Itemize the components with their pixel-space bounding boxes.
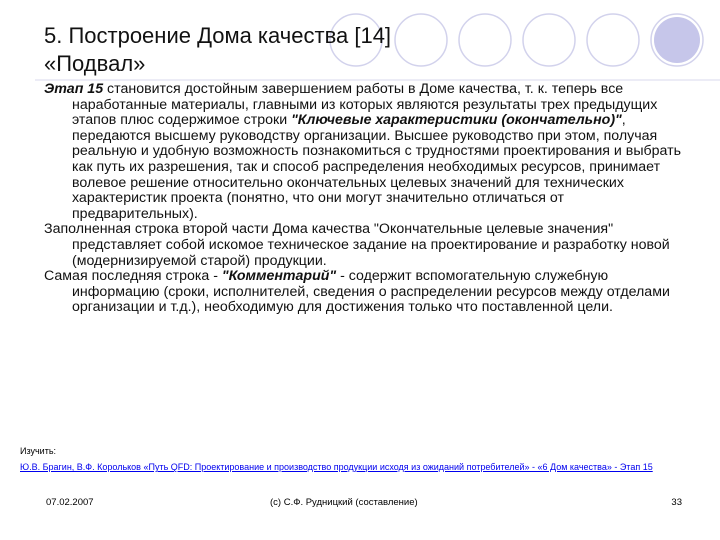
paragraph-text: , передаются высшему руководству организации. Высшее руководство при этом, получая реальную и удобную возможность познакомиться с трудностями проектирования и выбрать как путь их разрешения, так и способ распределения необходимых ресурсов, принимает волевое решение относительно окончательных целевых значений для технических характеристик проекта (понятно, что они могут значительно отличаться от предварительных). <box>72 112 682 222</box>
paragraph-comment <box>44 269 692 316</box>
study-reference-link[interactable]: Ю.В. Брагин, В.Ф. Корольков «Путь QFD: Проектирование и производство продукции исходя из ожиданий потребителей» - «6 Дом качества» - Этап 15 <box>20 462 653 472</box>
deco-circle-filled <box>654 17 700 63</box>
paragraph-text: Заполненная строка второй части Дома качества "Окончательные целевые значения" представляет собой искомое техническое задание на проектирование и разработку новой (модернизируемой старой) продукции. <box>44 221 670 269</box>
paragraph-text: - содержит вспомогательную служебную информацию (сроки, исполнителей, сведения о распределении ресурсов между отделами организации и т.д.), необходимую для достижения только что поставленной цели. <box>72 268 670 316</box>
key-characteristics-term: "Ключевые характеристики (окончательно)" <box>291 112 622 129</box>
paragraph-text: Самая последняя строка - <box>44 268 222 285</box>
study-label: Изучить: <box>20 446 57 456</box>
paragraph-stage-15 <box>44 82 692 222</box>
deco-circle <box>587 14 639 66</box>
stage-lead: Этап 15 <box>44 81 104 97</box>
footer-page-number: 33 <box>671 497 682 508</box>
title-line-1: 5. Построение Дома качества [14] <box>44 23 392 48</box>
paragraph-text: становится достойным завершением работы в Доме качества, т. к. теперь все наработанные материалы, главными из которых являются результаты трех предыдущих этапов плюс содержимое строки <box>72 81 658 129</box>
paragraph-target-values <box>44 222 692 269</box>
slide-title <box>44 22 484 78</box>
comment-term: "Комментарий" <box>221 268 337 285</box>
title-line-2: «Подвал» <box>44 51 146 76</box>
deco-circle <box>523 14 575 66</box>
footer-author: (с) С.Ф. Рудницкий (составление) <box>270 497 418 508</box>
slide-body <box>44 82 692 316</box>
footer-date: 07.02.2007 <box>46 497 94 508</box>
